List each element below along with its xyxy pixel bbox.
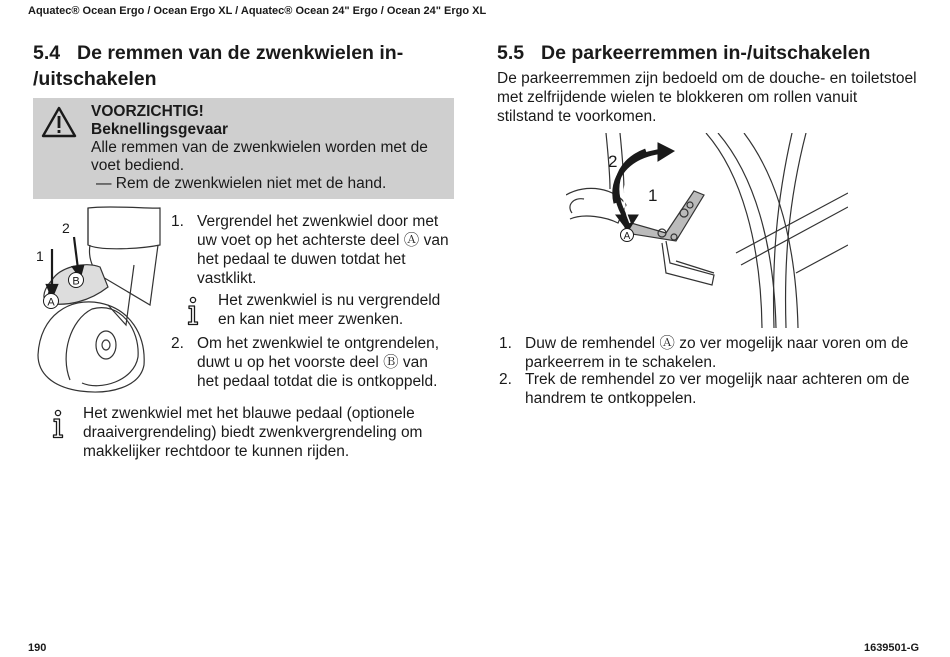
- caster-part-a-label: A: [47, 296, 55, 309]
- step-item: [171, 335, 461, 395]
- parking-brake-illustration: [566, 133, 848, 328]
- warning-hazard: Beknellingsgevaar: [91, 121, 228, 138]
- caster-arrow-2-label: 2: [62, 220, 70, 236]
- step-text-line: parkeerrem in te schakelen.: [525, 354, 717, 371]
- section-heading-5-4: [33, 40, 453, 92]
- step-text-line: Vergrendel het zwenkwiel door met: [197, 213, 439, 230]
- note-text-line: Het zwenkwiel is nu vergrendeld: [218, 292, 441, 309]
- caster-wheel-illustration: [30, 205, 170, 395]
- section-number: 5.4: [33, 42, 61, 64]
- step-text-line: het pedaal totdat die is ontkoppeld.: [197, 373, 438, 390]
- brake-arrow-2-label: 2: [608, 152, 618, 171]
- caster-arrow-1-label: 1: [36, 248, 44, 264]
- intro-text-line: De parkeerremmen zijn bedoeld om de douche- en toiletstoel: [497, 70, 917, 87]
- running-header: Aquatec® Ocean Ergo / Ocean Ergo XL / Aquatec® Ocean 24" Ergo / Ocean 24" Ergo XL: [28, 5, 487, 17]
- step-text-line: uw voet op het achterste deel Ⓐ van: [197, 232, 449, 249]
- section-number: 5.5: [497, 42, 525, 64]
- warning-triangle-icon: [41, 106, 77, 138]
- step-number: 1.: [171, 213, 184, 230]
- document-code: 1639501-G: [863, 642, 919, 654]
- step-text-line: Om het zwenkwiel te ontgrendelen,: [197, 335, 440, 352]
- caster-part-b-label: B: [72, 275, 80, 288]
- step-number: 1.: [499, 335, 512, 352]
- info-icon: [186, 296, 200, 326]
- step-number: 2.: [171, 335, 184, 352]
- brake-part-a-label: A: [623, 231, 631, 242]
- intro-text-line: stilstand te voorkomen.: [497, 108, 657, 125]
- intro-text-line: met zelfrijdende wielen te blokkeren om rollen vanuit: [497, 89, 858, 106]
- step-item: [499, 371, 929, 411]
- warning-box: [33, 98, 454, 199]
- warning-text-line2: voet bediend.: [91, 157, 185, 174]
- step-text-line: Trek de remhendel zo ver mogelijk naar achteren om de: [525, 371, 910, 388]
- step-text-line: het pedaal te duwen totdat het: [197, 251, 406, 268]
- warning-label: VOORZICHTIG!: [91, 103, 204, 120]
- warning-text-line1: Alle remmen van de zwenkwielen worden met de: [91, 139, 428, 156]
- note-text-line: en kan niet meer zwenken.: [218, 311, 404, 328]
- step-text-line: vastklikt.: [197, 270, 257, 287]
- section-title-line1: De remmen van de zwenkwielen in-: [77, 42, 404, 64]
- step-item: [171, 213, 461, 293]
- info-icon: [51, 409, 65, 439]
- page-number: 190: [28, 642, 47, 654]
- note-text-line: draaivergrendeling) biedt zwenkvergrendeling om: [83, 424, 423, 441]
- section-title: De parkeerremmen in-/uitschakelen: [541, 42, 871, 64]
- note-text-line: makkelijker rechtdoor te kunnen rijden.: [83, 443, 350, 460]
- warning-instruction: — Rem de zwenkwielen niet met de hand.: [96, 175, 387, 192]
- step-text-line: handrem te ontkoppelen.: [525, 390, 697, 407]
- step-text-line: duwt u op het voorste deel Ⓑ van: [197, 354, 428, 371]
- section-heading-5-5: [497, 40, 870, 66]
- step-number: 2.: [499, 371, 512, 388]
- brake-arrow-1-label: 1: [648, 186, 658, 205]
- step-item: [499, 335, 929, 375]
- step-text-line: Duw de remhendel Ⓐ zo ver mogelijk naar voren om de: [525, 335, 909, 352]
- note-text-line: Het zwenkwiel met het blauwe pedaal (optionele: [83, 405, 415, 422]
- section-title-line2: /uitschakelen: [33, 68, 157, 90]
